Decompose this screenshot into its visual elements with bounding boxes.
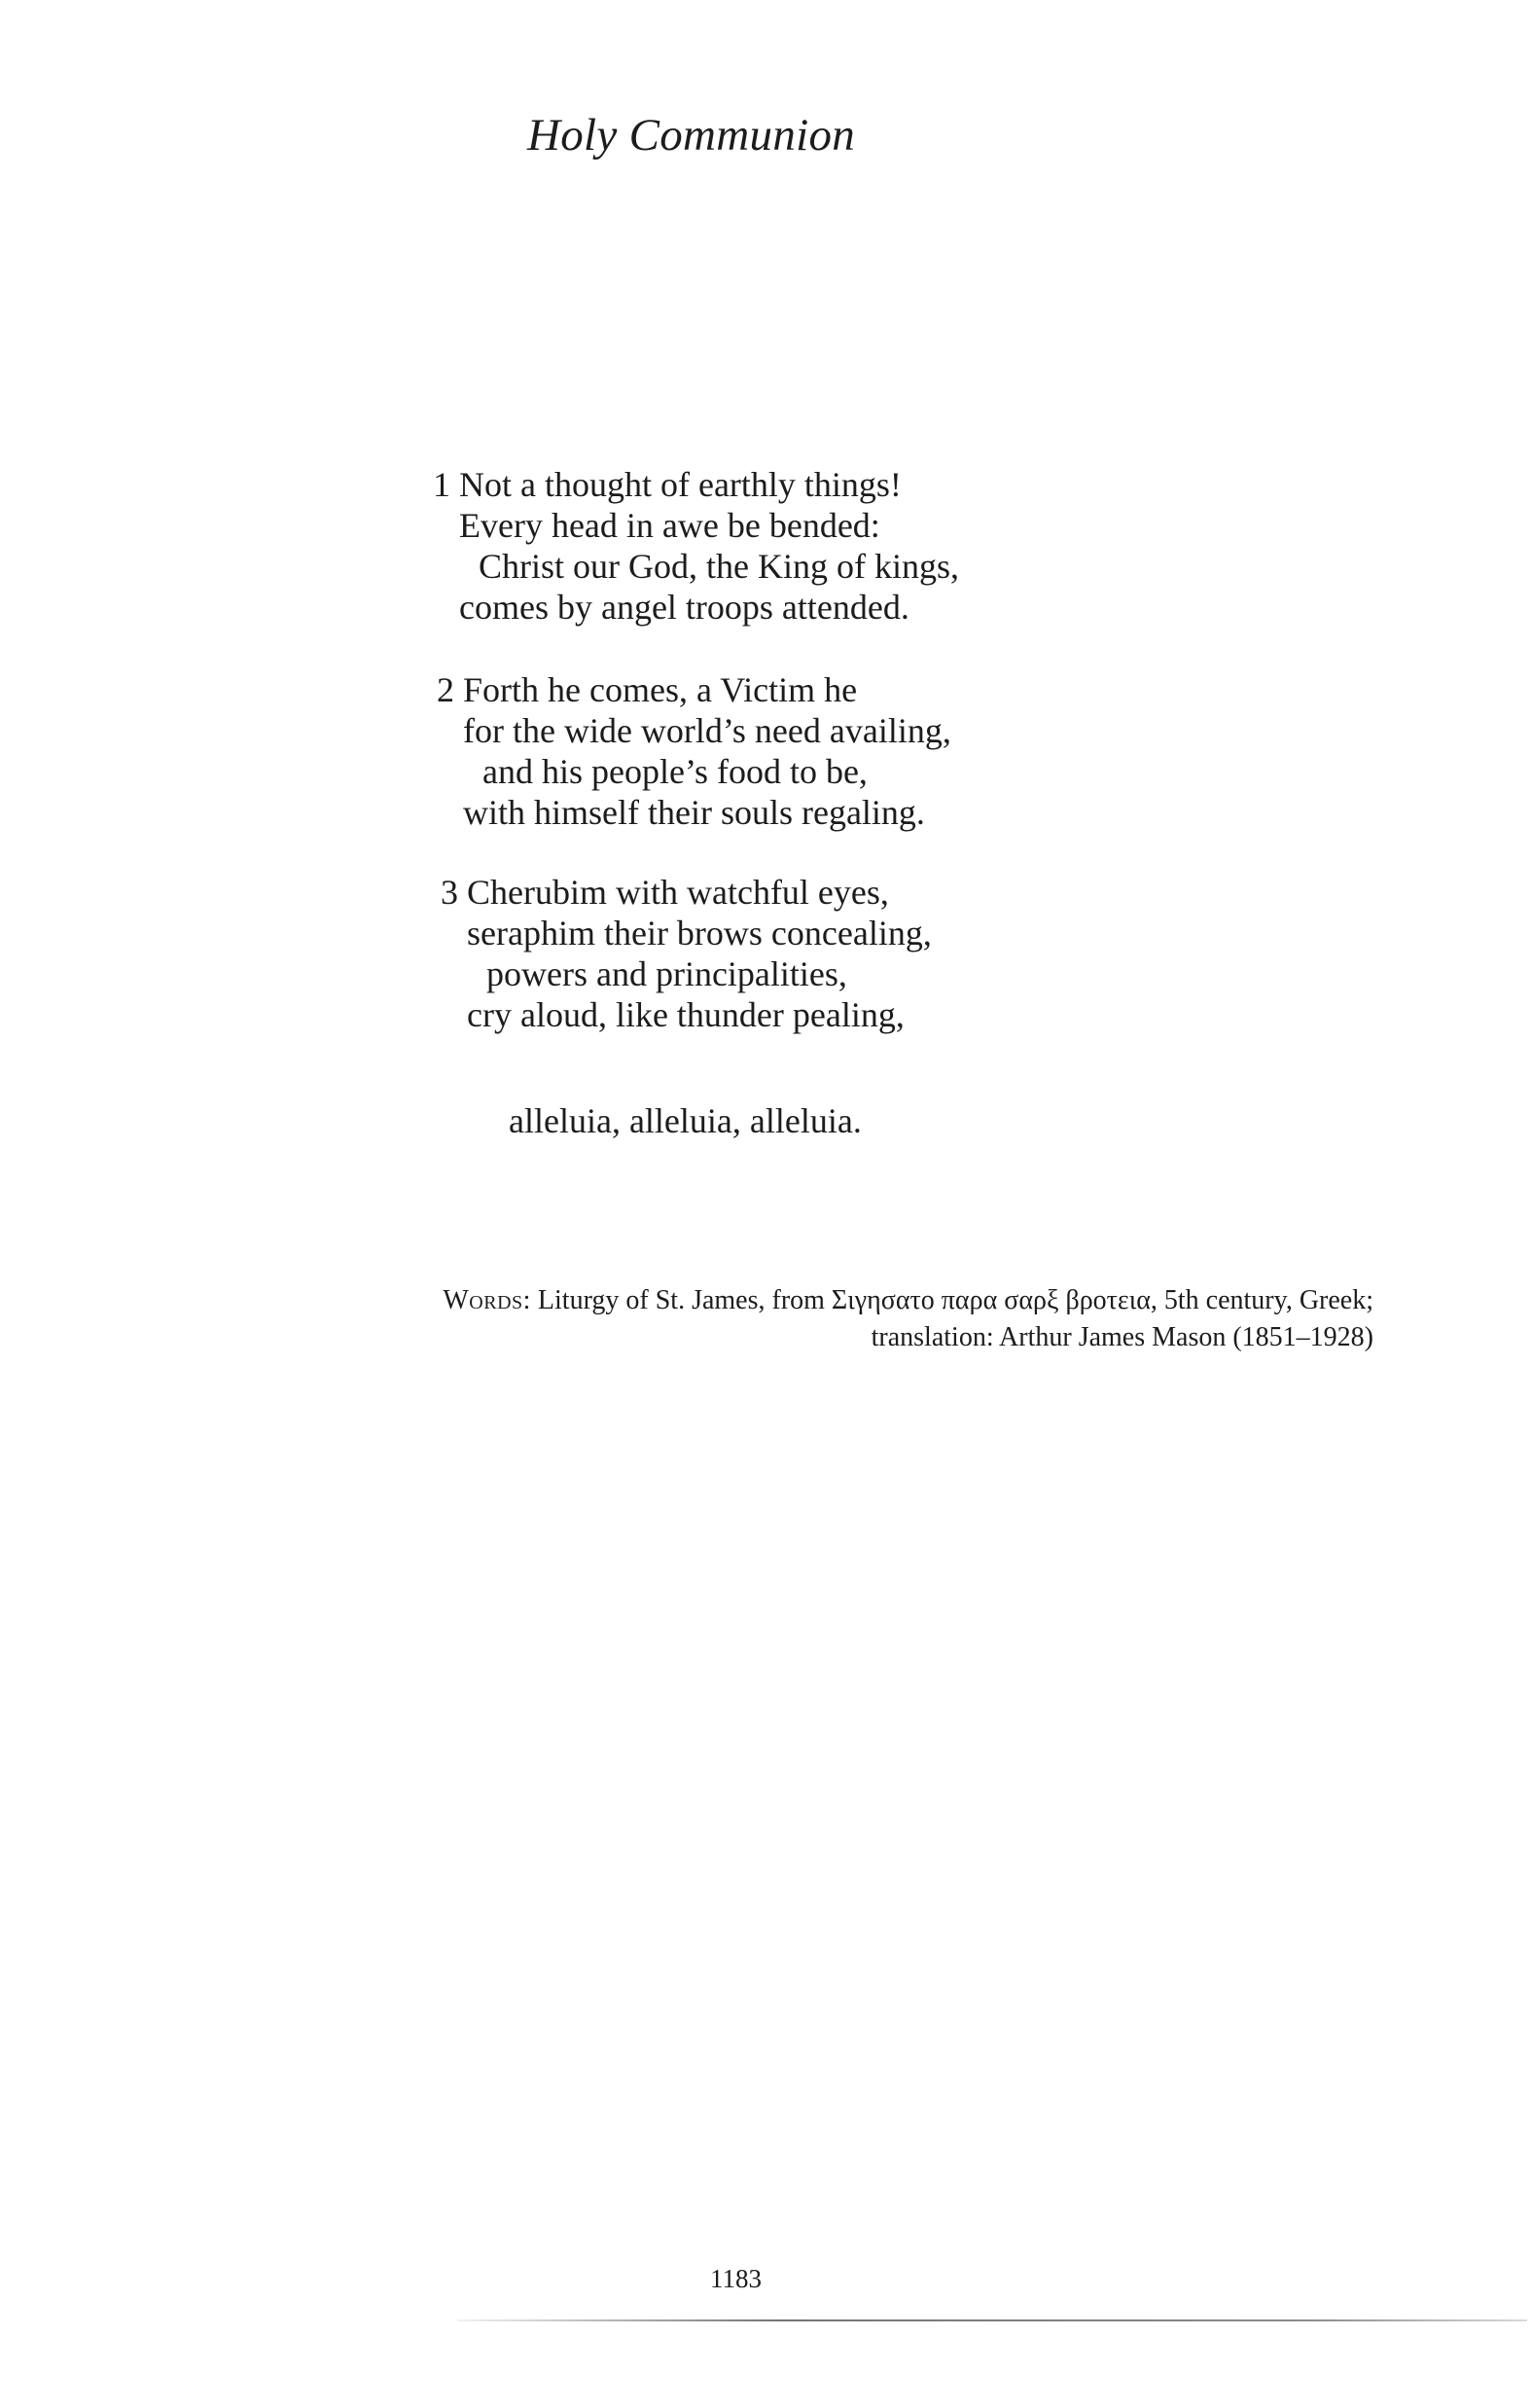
verse-line: and his people’s food to be, [482,752,868,791]
verse-line: Not a thought of earthly things! [459,465,902,504]
verse-line: with himself their souls regaling. [463,793,925,832]
credits [443,1282,1373,1356]
refrain: alleluia, alleluia, alleluia. [509,1101,862,1140]
verse-line: seraphim their brows concealing, [467,914,932,952]
verse-3 [441,872,932,1035]
page-title: Holy Communion [527,110,856,161]
verse-line: Christ our God, the King of kings, [479,547,959,586]
verse-line: Every head in awe be bended: [459,506,880,545]
verse-number: 1 [433,465,450,504]
verse-line: for the wide world’s need availing, [463,711,951,750]
translation-credit: translation: Arthur James Mason (1851–1928) [871,1322,1373,1352]
verse-line: Forth he comes, a Victim he [463,670,858,709]
footer-rule [457,2319,1527,2321]
words-credit [443,1282,1373,1319]
verse-line: comes by angel troops attended. [459,588,909,627]
verse-line: Cherubim with watchful eyes, [467,873,889,912]
verse-2 [437,669,951,833]
verse-1 [433,464,959,628]
words-label: Words: [443,1285,531,1315]
verse-line: powers and principalities, [486,954,847,993]
page-number: 1183 [710,2264,762,2293]
verse-number: 2 [437,670,454,709]
verse-line: cry aloud, like thunder pealing, [467,995,905,1034]
words-text: Liturgy of St. James, from Σιγησατο παρα σαρξ βροτεια, 5th century, Greek; [537,1285,1373,1315]
verse-number: 3 [441,873,458,912]
